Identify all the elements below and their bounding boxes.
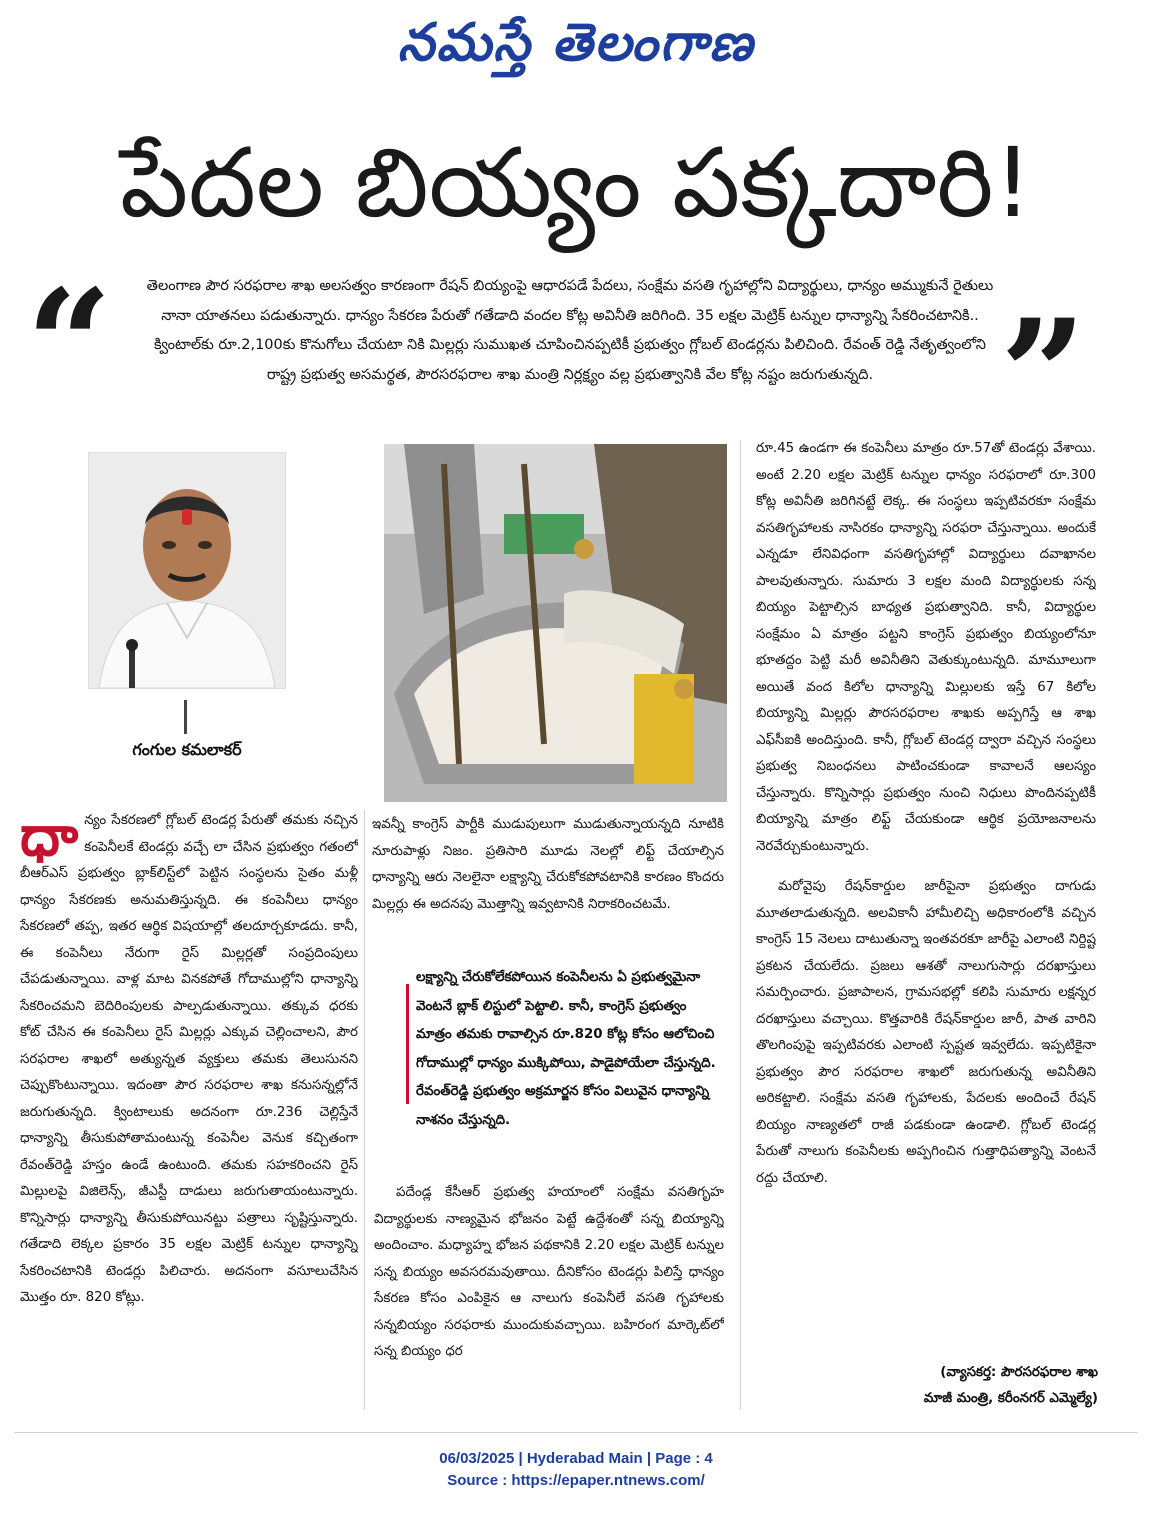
open-quote-icon: “	[26, 257, 113, 433]
byline-line-1: (వ్యాసకర్త: పౌరసరఫరాల శాఖ	[940, 1365, 1098, 1380]
column-1-text: న్యం సేకరణలో గ్లోబల్ టెండర్ల పేరుతో తమకు నచ్చిన కంపెనీలకే టెండర్లు వచ్చే లా చేసిన ప్రభుత్వం గతంలో బీఆర్‌ఎస్ ప్రభుత్వం బ్లాక్‌లిస్ట్‌లో పెట్టిన సంస్థలను సైతం మళ్లీ ధాన్యం సేకరణకు అనుమతిస్తున్నది. ఈ కంపెనీలు ధాన్యం సేకరణలో తప్ప, ఇతర ఆర్థిక విషయాల్లో తలదూర్చకూడదు. కానీ, ఈ కంపెనీలు నేరుగా రైస్ మిల్లర్లతో సంప్రదింపులు చేపడుతున్నాయి. వాళ్ల మాట వినకపోతే గోదాముల్లోని ధాన్యాన్ని సేకరించమని బెదిరింపులకు పాల్పడుతున్నాయి. తక్కువ ధరకు కోట్ చేసిన ఈ కంపెనీలు రైస్ మిల్లర్లు ఎక్కువ చెల్లించాలని, పౌర సరఫరాల శాఖలో అత్యున్నత వ్యక్తులు తమకు తెలుసునని చెప్పుకొంటున్నాయి. ఇదంతా పౌర సరఫరాల శాఖ కనుసన్నల్లోనే జరుగుతున్నది. క్వింటాలుకు అదనంగా రూ.236 చెల్లిస్తేనే ధాన్యాన్ని తీసుకుపోతామంటున్న కంపెనీల వెనుక కచ్చితంగా రేవంత్‌రెడ్డి హస్తం ఉండే ఉంటుంది. తమకు సహకరించని రైస్ మిల్లులపై విజిలెన్స్, జీఎస్టీ దాడులు జరుగుతాయంటున్నారు. కొన్నిసార్లు ధాన్యాన్ని తీసుకుపోయినట్టు పత్రాలు సృష్టిస్తున్నారు. గతేడాది లెక్కల ప్రకారం 35 లక్షల మెట్రిక్ టన్నుల ధాన్యాన్ని సేకరించటానికి టెండర్లు పిలిచారు. అదనంగా వసూలుచేసిన మొత్తం రూ. 820 కోట్లు.	[20, 813, 358, 1305]
column-divider	[740, 440, 741, 1410]
article-column-2-bottom	[374, 1180, 724, 1400]
rice-scale-illustration	[384, 444, 727, 802]
caption-divider	[184, 700, 187, 734]
page-footer	[0, 1448, 1152, 1492]
dropcap: ధా	[20, 808, 79, 869]
footer-date-edition: 06/03/2025 | Hyderabad Main | Page : 4	[439, 1450, 713, 1467]
photo-caption: గంగుల కమలాకర్	[132, 740, 242, 759]
lead-paragraph: తెలంగాణ పౌర సరఫరాల శాఖ అలసత్వం కారణంగా రేషన్ బియ్యంపై ఆధారపడే పేదలు, సంక్షేమ వసతి గృహాల్లోని విద్యార్థులు, ధాన్యం అమ్ముకునే రైతులు నానా యాతనలు పడుతున్నారు. ధాన్యం సేకరణ పేరుతో గతేడాది వందల కోట్ల అవినీతి జరిగింది. 35 లక్షల మెట్రిక్ టన్నుల ధాన్యాన్ని సేకరించటానికి.. క్వింటాల్‌కు రూ.2,100కు కొనుగోలు చేయటా నికి మిల్లర్లు సుముఖత చూపించినప్పటికీ ప్రభుత్వం గ్లోబల్ టెండర్లను పిలిచింది. రేవంత్ రెడ్డి నేతృత్వంలోని రాష్ట్ర ప్రభుత్వ అసమర్థత, పౌరసరఫరాల శాఖ మంత్రి నిర్లక్ష్యం వల్ల ప్రభుత్వానికి వేల కోట్ల నష్టం జరుగుతున్నది.	[146, 278, 994, 383]
footer-divider	[14, 1432, 1138, 1433]
portrait-illustration	[89, 453, 285, 688]
close-quote-icon: ”	[1000, 287, 1087, 463]
article-column-3	[756, 436, 1096, 1396]
column-3-paragraph-1: రూ.45 ఉండగా ఈ కంపెనీలు మాత్రం రూ.57తో టెండర్లు వేశాయి. అంటే 2.20 లక్షల మెట్రిక్ టన్నుల ధాన్యం సరఫరాలో రూ.300 కోట్ల అవినీతి జరిగినట్టే లెక్క. ఈ సంస్థలు ఇప్పటివరకూ సంక్షేమ వసతిగృహాలకు నాసిరకం ధాన్యాన్ని సరఫరా చేస్తున్నాయి. అందుకే ఎన్నడూ లేనివిధంగా వసతిగృహాల్లో విద్యార్థులు దవాఖానల పాలవుతున్నారు. సుమారు 3 లక్షల మంది విద్యార్థులకు సన్న బియ్యం పెట్టాల్సిన బాధ్యత ప్రభుత్వానిది. కానీ, విద్యార్థుల సంక్షేమం ఏ మాత్రం పట్టని కాంగ్రెస్ ప్రభుత్వం బియ్యంలోనూ భూతద్దం పెట్టి మరీ అవినీతిని వెతుక్కుంటున్నది. మామూలుగా అయితే వంద కిలోల ధాన్యాన్ని మిల్లులకు ఇస్తే 67 కిలోల బియ్యాన్ని మిల్లర్లు పౌరసరఫరాల శాఖకు అప్పగిస్తే ఆ శాఖ ఎఫ్‌సీఐకి అందిస్తుంది. కానీ, గ్లోబల్ టెండర్ల ద్వారా వచ్చిన సంస్థలు ప్రభుత్వ నిబంధనలు పాటించకుండా కావాలనే ఆలస్యం చేస్తున్నారు. కొన్నిసార్లు ప్రభుత్వం నుంచి నిధులు పొందినప్పటికీ బియ్యాన్ని మాత్రం లిఫ్ట్ చేయకుండా ఆర్థిక ప్రయోజనాలను నెరవేర్చుకుంటున్నారు.	[756, 441, 1096, 854]
pull-quote: లక్ష్యాన్ని చేరుకోలేకపోయిన కంపెనీలను ఏ ప్రభుత్వమైనా వెంటనే బ్లాక్ లిస్టులో పెట్టాలి. కానీ, కాంగ్రెస్ ప్రభుత్వం మాత్రం తమకు రావాల్సిన రూ.820 కోట్ల కోసం ఆలోచించి గోదాముల్లో ధాన్యం ముక్కిపోయి, పాడైపోయేలా చేస్తున్నది. రేవంత్‌రెడ్డి ప్రభుత్వం అక్రమార్జన కోసం విలువైన ధాన్యాన్ని నాశనం చేస్తున్నది.	[416, 970, 716, 1128]
masthead-logo: నమస్తే తెలంగాణ	[397, 12, 755, 73]
footer-source-link[interactable]: Source : https://epaper.ntnews.com/	[447, 1472, 705, 1489]
page-headline: పేదల బియ్యం పక్కదారి!	[119, 127, 1033, 239]
article-column-2-top: ఇవన్నీ కాంగ్రెస్ పార్టీకి ముడుపులుగా ముడుతున్నాయన్నది నూటికి నూరుపాళ్లు నిజం. ప్రతిసారి మూడు నెలల్లో లిఫ్ట్ చేయాల్సిన ధాన్యాన్ని ఆరు నెలలైనా లక్ష్యాన్ని చేరుకోకపోవటానికి కారణం కొందరు మిల్లర్లు ఈ అదనపు మొత్తాన్ని ఇవ్వటానికి నిరాకరించటమే.	[372, 817, 724, 912]
author-byline	[760, 1360, 1098, 1412]
byline-line-2: మాజీ మంత్రి, కరీంనగర్ ఎమ్మెల్యే)	[923, 1391, 1098, 1406]
column-divider	[364, 810, 365, 1410]
rice-weighing-photo	[384, 444, 727, 802]
article-column-1	[20, 808, 358, 1398]
author-portrait-photo	[88, 452, 286, 689]
column-2-bottom-text: పదేండ్ల కేసీఆర్ ప్రభుత్వ హయాంలో సంక్షేమ వసతిగృహ విద్యార్థులకు నాణ్యమైన భోజనం పెట్టే ఉద్దేశంతో సన్న బియ్యాన్ని అందించాం. మధ్యాహ్న భోజన పథకానికి 2.20 లక్షల మెట్రిక్ టన్నుల సన్న బియ్యం అవసరమవుతాయి. దీనికోసం టెండర్లు పిలిస్తే ధాన్యం సేకరణ కోసం ఎంపికైన ఆ నాలుగు కంపెనీలే వసతి గృహాలకు సన్నబియ్యం సరఫరాకు ముందుకువచ్చాయి. బహిరంగ మార్కెట్‌లో సన్న బియ్యం ధర	[374, 1185, 724, 1359]
pullquote-accent-bar	[406, 984, 409, 1104]
column-3-paragraph-2: మరోవైపు రేషన్‌కార్డుల జారీపైనా ప్రభుత్వం దాగుడు మూతలాడుతున్నది. అలవికానీ హామీలిచ్చి అధికారంలోకి వచ్చిన కాంగ్రెస్ 15 నెలలు దాటుతున్నా ఇంతవరకూ జారీపై ఎలాంటి నిర్దిష్ట ప్రకటన చేయలేదు. ప్రజలు ఆశతో నాలుగుసార్లు దరఖాస్తులు సమర్పించారు. ప్రజాపాలన, గ్రామసభల్లో కలిపి సుమారు లక్షన్నర దరఖాస్తులు వచ్చాయి. కొత్తవారికి రేషన్‌కార్డుల జారీ, పాత వారిని తొలగింపుపై ఇప్పటివరకు ఎలాంటి స్పష్టత ఇవ్వలేదు. ఇప్పటికైనా ప్రభుత్వం పౌర సరఫరాల శాఖలో జరుగుతున్న అవినీతిని అరికట్టాలి. సంక్షేమ వసతి గృహాలకు, పేదలకు అందించే రేషన్ బియ్యం నాణ్యతలో రాజీ పడకుండా ఉండాలి. గ్లోబల్ టెండర్ల పేరుతో నాలుగు కంపెనీలకు అప్పగించిన గుత్తాధిపత్యాన్ని వెంటనే రద్దు చేయాలి.	[756, 879, 1096, 1186]
